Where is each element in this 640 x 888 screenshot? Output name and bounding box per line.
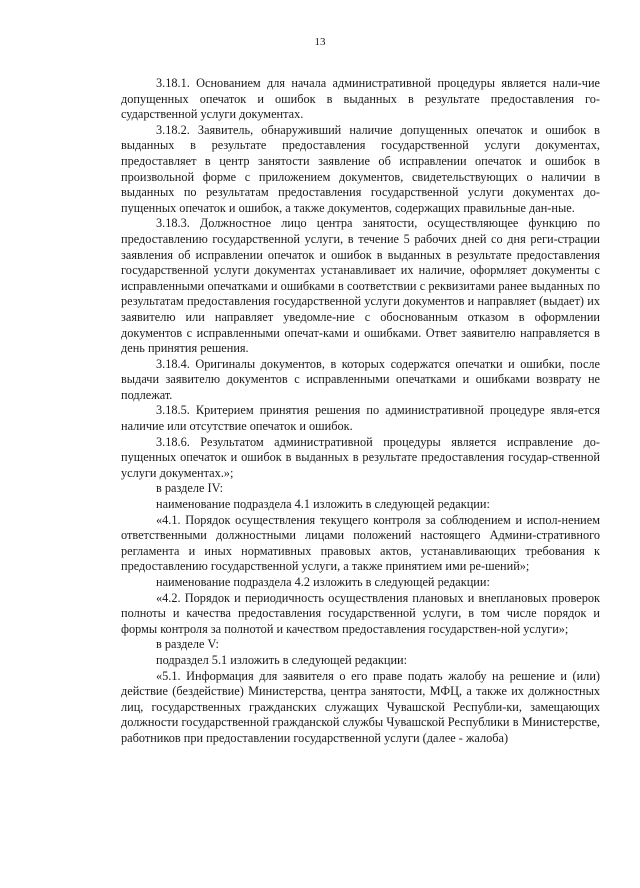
subsection-5-1-text: «5.1. Информация для заявителя о его праве подать жалобу на решение и (или) действие (бездействие) Министерства, центра занятости, МФЦ, а также их должностных лиц, государственных гражданских служащих Чувашской Республи-ки, замещающих должности государственной гражданской службы Чувашской Республики в Министерстве, работников при предоставлении государственной услуги (далее - жалоба) bbox=[121, 668, 600, 745]
subsection-4-2-instruction: наименование подраздела 4.2 изложить в следующей редакции: bbox=[156, 575, 490, 589]
section-iv-intro: в разделе IV: bbox=[156, 481, 223, 496]
document-body bbox=[121, 76, 600, 747]
paragraph-3-18-4: 3.18.4. Оригиналы документов, в которых содержатся опечатки и ошибки, после выдачи заявителю документов с исправленными опечатками и ошибками возврату не подлежат. bbox=[121, 356, 600, 402]
paragraph-3-18-3: 3.18.3. Должностное лицо центра занятости, осуществляющее функцию по предоставлению государственной услуги, в течение 5 рабочих дней со дня реги-страции заявления об исправлении опечаток и ошибок в выданных в результате предоставления государственной услуги документах устанавливает их наличие, оформляет документы с исправленными опечатками и ошибками в соответствии с реквизитами ранее выданных по результатам предоставления государственной услуги документов и направляет (выдает) их заявителю или направляет уведомле-ние с обоснованным отказом в оформлении документов с исправленными опечат-ками и ошибками. Ответ заявителю направляется в день принятия решения. bbox=[121, 216, 600, 356]
subsection-4-1-text: «4.1. Порядок осуществления текущего контроля за соблюдением и испол-нением ответственными должностными лицами положений настоящего Админи-стративного регламента и иных нормативных правовых актов, устанавливающих требования к предоставлению государственной услуги, а также принятием ими ре-шений»; bbox=[121, 512, 600, 574]
paragraph-3-18-5: 3.18.5. Критерием принятия решения по административной процедуре явля-ется наличие или отсутствие опечаток и ошибок. bbox=[121, 403, 600, 434]
section-v-intro: в разделе V: bbox=[156, 637, 219, 652]
subsection-5-1-instruction: подраздел 5.1 изложить в следующей редакции: bbox=[156, 652, 408, 667]
paragraph-3-18-6: 3.18.6. Результатом административной процедуры является исправление до-пущенных опечаток и ошибок в выданных в результате предоставления государ-ственной услуги документах.»; bbox=[121, 434, 600, 480]
subsection-4-1-instruction: наименование подраздела 4.1 изложить в следующей редакции: bbox=[156, 497, 490, 512]
paragraph-3-18-1: 3.18.1. Основанием для начала административной процедуры является нали-чие допущенных опечаток и ошибок в выданных в результате предоставления го-сударственной услуги документах. bbox=[121, 76, 600, 122]
paragraph-3-18-2: 3.18.2. Заявитель, обнаруживший наличие допущенных опечаток и ошибок в выданных в результате предоставления государственной услуги документах, предоставляет в центр занятости заявление об исправлении опечаток и ошибок в произвольной форме с приложением документов, свидетельствующих о наличии в выданных по результатам предоставления государственной услуги документах до-пущенных опечаток и ошибок, а также документов, содержащих правильные дан-ные. bbox=[121, 122, 600, 215]
page-number: 13 bbox=[314, 36, 326, 48]
subsection-4-2-text: «4.2. Порядок и периодичность осуществления плановых и внеплановых проверок полноты и качества предоставления государственной услуги, в том числе порядок и формы контроля за полнотой и качеством предоставления государствен-ной услуги»; bbox=[121, 590, 600, 636]
